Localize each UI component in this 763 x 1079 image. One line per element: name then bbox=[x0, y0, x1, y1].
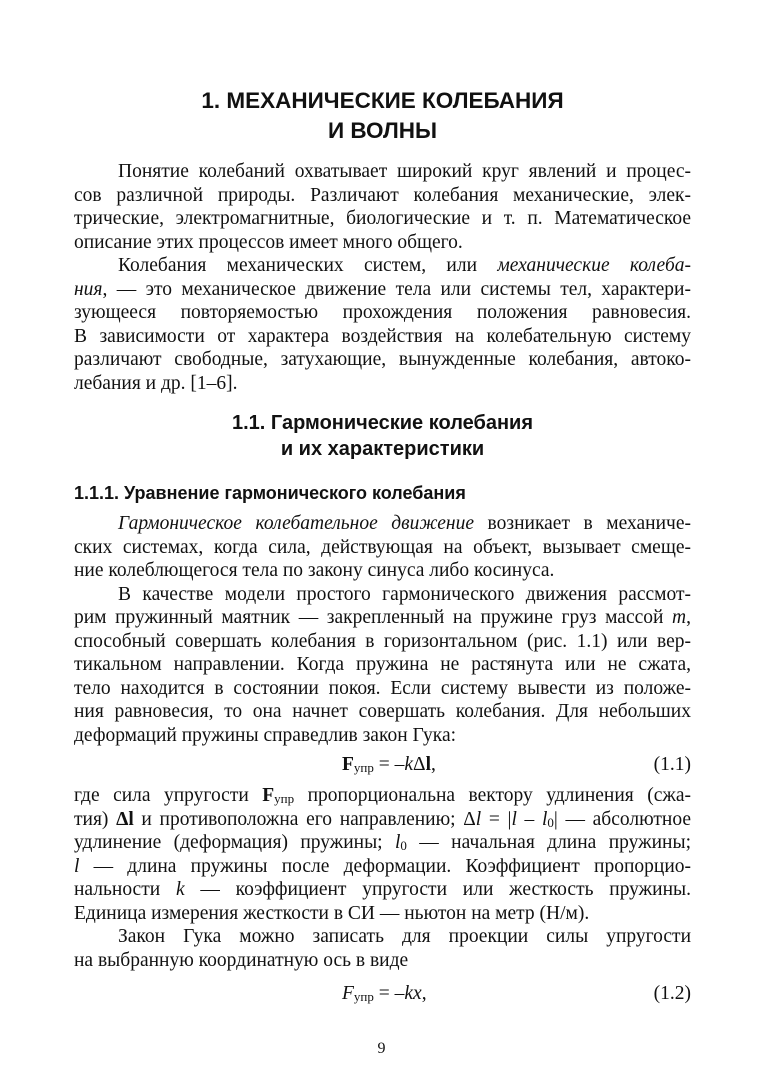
chapter-title bbox=[74, 86, 691, 146]
text-line: способный совершать колебания в горизонтальном (рис. 1.1) или вер- bbox=[74, 630, 691, 652]
text-line bbox=[74, 831, 691, 855]
equation-formula bbox=[342, 752, 436, 781]
text-run: — длина пружины после деформации. Коэффициент пропорцио- bbox=[79, 855, 691, 877]
equation-number: (1.2) bbox=[653, 983, 691, 1004]
text-line: Единица измерения жесткости в СИ — ньютон на метр (Н/м). bbox=[74, 902, 590, 924]
text-line: тикальном направлении. Когда пружина не растянута или не сжата, bbox=[74, 654, 691, 675]
text-line: ние колеблющегося тела по закону синуса либо косинуса. bbox=[74, 560, 555, 581]
text-line: ских системах, когда сила, действующая на объект, вызывает смеще- bbox=[74, 536, 691, 558]
eq-symbol: l bbox=[74, 855, 80, 877]
eq-subscript: 0 bbox=[547, 814, 554, 830]
text-line: сов различной природы. Различают колебания механические, элек- bbox=[74, 184, 691, 206]
eq-symbol: l bbox=[511, 808, 517, 830]
text-run: , bbox=[686, 607, 691, 628]
eq-symbol: k bbox=[404, 754, 414, 775]
equation-1-1 bbox=[74, 752, 691, 778]
text-run: | — абсолютное bbox=[553, 808, 692, 830]
eq-symbol: Δ bbox=[413, 754, 426, 775]
equation-number: (1.1) bbox=[653, 754, 691, 775]
eq-symbol: l bbox=[541, 808, 548, 830]
text-line: Закон Гука можно записать для проекции силы упругости bbox=[118, 926, 691, 947]
text-line: В качестве модели простого гармонического движения рассмот- bbox=[118, 583, 691, 605]
text-line: деформаций пружины справедлив закон Гука: bbox=[74, 724, 457, 746]
body-text bbox=[74, 512, 691, 1007]
text-line bbox=[74, 254, 691, 278]
text-run: — начальная длина пружины; bbox=[406, 832, 691, 853]
eq-operator: = – bbox=[373, 983, 405, 1004]
text-run: , — это механическое движение тела или системы тел, характери- bbox=[102, 278, 691, 300]
eq-subscript: упр bbox=[353, 760, 374, 775]
text-line: В зависимости от характера воздействия на колебательную систему bbox=[74, 325, 691, 347]
term-italic: механические колеба- bbox=[497, 255, 691, 276]
text-line bbox=[74, 278, 691, 302]
eq-symbol: F bbox=[342, 983, 354, 1004]
text-line bbox=[74, 855, 691, 879]
eq-symbol: F bbox=[342, 754, 354, 775]
text-run: рим пружинный маятник — закрепленный на пружине груз массой bbox=[74, 607, 673, 628]
text-run: — коэффициент упругости или жесткость пружины. bbox=[184, 879, 691, 900]
text-run: и противоположна его направлению; Δ bbox=[133, 808, 476, 830]
term-italic: ния bbox=[74, 278, 103, 300]
text-line: лебания и др. [1–6]. bbox=[74, 372, 238, 394]
eq-subscript: 0 bbox=[400, 838, 407, 853]
eq-symbol: Δl bbox=[116, 808, 134, 830]
text-line: на выбранную координатную ось в виде bbox=[74, 949, 409, 971]
text-line bbox=[74, 808, 691, 832]
eq-symbol: l bbox=[475, 808, 482, 830]
text-run: возникает в механиче- bbox=[474, 513, 691, 534]
text-run: Колебания механических систем, или bbox=[118, 255, 498, 276]
text-line: зующееся повторяемостью прохождения положения равновесия. bbox=[74, 302, 691, 323]
text-line bbox=[74, 606, 691, 630]
eq-symbol: k bbox=[175, 879, 185, 900]
section-title-line-2: и их характеристики bbox=[280, 438, 485, 460]
section-title bbox=[74, 410, 691, 462]
eq-punct: , bbox=[431, 754, 436, 775]
term-italic: Гармоническое колебательное движение bbox=[118, 513, 474, 534]
page-number: 9 bbox=[377, 1040, 386, 1057]
text-line: тело находится в состоянии покоя. Если систему вывести из положе- bbox=[74, 677, 691, 699]
eq-symbol: kx bbox=[404, 983, 422, 1004]
text-line: Понятие колебаний охватывает широкий круг явлений и процес- bbox=[118, 161, 691, 182]
eq-subscript: упр bbox=[353, 989, 374, 1004]
text-run: пропорциональна вектору удлинения (сжа- bbox=[294, 785, 691, 806]
eq-operator: = – bbox=[373, 754, 405, 775]
text-line: трические, электромагнитные, биологические и т. п. Математическое bbox=[74, 208, 691, 229]
equation-formula bbox=[342, 981, 427, 1010]
text-run: где сила упругости bbox=[74, 785, 263, 806]
text-line: различают свободные, затухающие, вынужденные колебания, автоко- bbox=[74, 349, 691, 370]
text-line bbox=[74, 512, 691, 536]
subsection-title: 1.1.1. Уравнение гармонического колебания bbox=[74, 483, 466, 503]
text-line bbox=[74, 878, 691, 902]
chapter-title-line-2: И ВОЛНЫ bbox=[327, 118, 438, 143]
text-run: = | bbox=[481, 808, 512, 830]
eq-symbol: l bbox=[394, 832, 401, 853]
text-line bbox=[74, 784, 691, 808]
eq-symbol: l bbox=[425, 754, 432, 775]
eq-subscript: упр bbox=[274, 791, 295, 806]
eq-symbol: F bbox=[262, 785, 275, 806]
variable-m: m bbox=[672, 607, 687, 628]
intro-text bbox=[74, 160, 691, 395]
text-run: – bbox=[516, 808, 542, 830]
paragraph bbox=[74, 784, 691, 972]
chapter-title-line-1: 1. МЕХАНИЧЕСКИЕ КОЛЕБАНИЯ bbox=[201, 88, 564, 113]
text-run: тия) bbox=[74, 808, 117, 830]
text-line: ния равновесия, то она начнет совершать колебания. Для небольших bbox=[74, 701, 691, 722]
section-title-line-1: 1.1. Гармонические колебания bbox=[231, 412, 534, 434]
text-run: удлинение (деформация) пружины; bbox=[74, 832, 395, 853]
eq-punct: , bbox=[421, 983, 427, 1004]
text-line: описание этих процессов имеет много общего. bbox=[74, 231, 463, 253]
text-run: нальности bbox=[74, 879, 176, 900]
equation-1-2 bbox=[74, 981, 691, 1007]
